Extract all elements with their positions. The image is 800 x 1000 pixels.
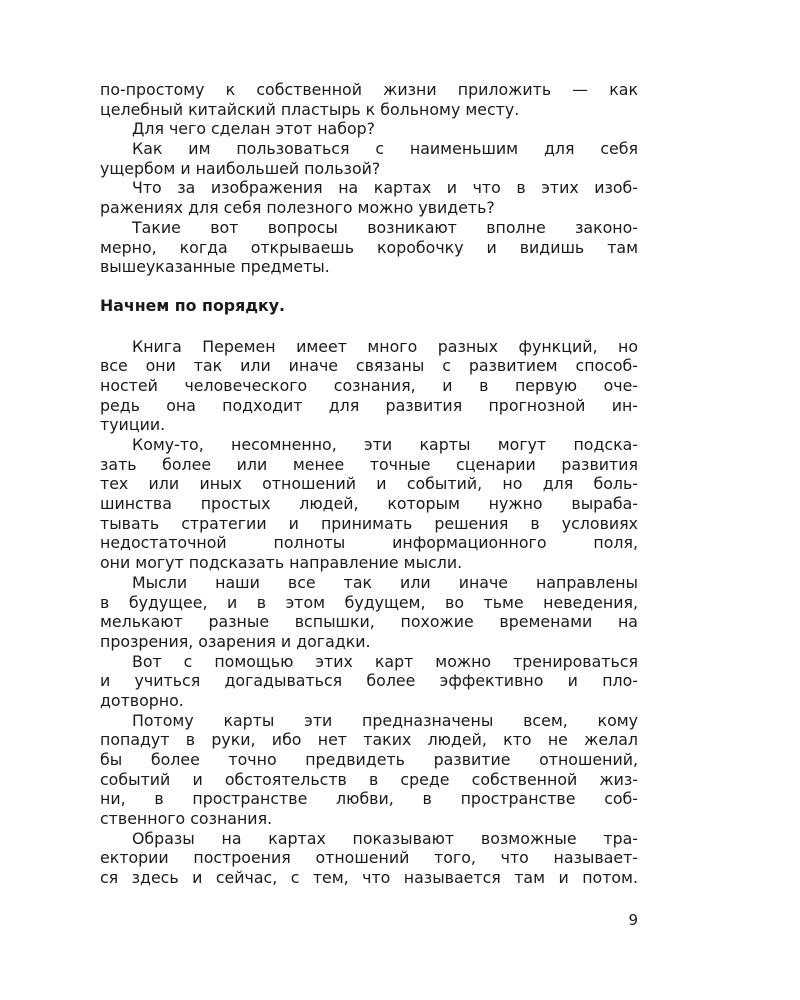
text-line: ся здесь и сейчас, с тем, что называется там и потом.	[100, 868, 638, 888]
page-text	[100, 80, 638, 888]
text-line: в будущее, и в этом будущем, во тьме неведения,	[100, 592, 638, 612]
text-line: дотворно.	[100, 690, 184, 710]
text-line: мерно, когда открываешь коробочку и видишь там	[100, 237, 638, 257]
text-line: шинства простых людей, которым нужно выраба-	[100, 494, 638, 514]
text-line: и учиться догадываться более эффективно и пло-	[100, 671, 638, 691]
text-line: Книга Перемен имеет много разных функций, но	[132, 336, 638, 356]
page-number: 9	[628, 911, 638, 929]
text-line: Образы на картах показывают возможные тра-	[132, 828, 638, 848]
text-line: Потому карты эти предназначены всем, кому	[132, 710, 638, 730]
text-line: Такие вот вопросы возникают вполне законо-	[132, 217, 638, 237]
text-line: мелькают разные вспышки, похожие временами на	[100, 612, 638, 632]
text-line: все они так или иначе связаны с развитием способ-	[100, 356, 638, 376]
text-line: ственного сознания.	[100, 809, 273, 829]
text-line: ражениях для себя полезного можно увидеть?	[100, 198, 495, 218]
text-line: вышеуказанные предметы.	[100, 257, 330, 277]
text-line: Вот с помощью этих карт можно тренироваться	[132, 651, 638, 671]
text-line: по-простому к собственной жизни приложить — как	[100, 80, 638, 99]
text-line: событий и обстоятельств в среде собственной жиз-	[100, 769, 638, 789]
body-block	[100, 337, 638, 888]
section-heading: Начнем по порядку.	[100, 295, 286, 315]
text-line: редь она подходит для развития прогнозной ин-	[100, 395, 638, 415]
text-line: зать более или менее точные сценарии развития	[100, 454, 638, 474]
text-line: целебный китайский пластырь к больному месту.	[100, 99, 520, 119]
text-line: туиции.	[100, 415, 166, 435]
text-line: ущербом и наибольшей пользой?	[100, 158, 381, 178]
text-line: ни, в пространстве любви, в пространстве соб-	[100, 789, 638, 809]
intro-block	[100, 80, 638, 277]
text-line: ностей человеческого сознания, и в первую оче-	[100, 375, 638, 395]
text-line: прозрения, озарения и догадки.	[100, 631, 371, 651]
text-line: ектории построения отношений того, что называет-	[100, 848, 638, 868]
text-line: тех или иных отношений и событий, но для боль-	[100, 474, 638, 494]
text-line: тывать стратегии и принимать решения в условиях	[100, 513, 638, 533]
text-line: Как им пользоваться с наименьшим для себя	[132, 139, 638, 159]
text-line: бы более точно предвидеть развитие отношений,	[100, 750, 638, 769]
text-line: Что за изображения на картах и что в этих изоб-	[132, 178, 638, 198]
text-line: недостаточной полноты информационного поля,	[100, 533, 638, 553]
text-line: Кому-то, несомненно, эти карты могут подска-	[132, 435, 638, 454]
text-line: Мысли наши все так или иначе направлены	[132, 572, 638, 592]
text-line: Для чего сделан этот набор?	[132, 119, 376, 139]
text-line: попадут в руки, ибо нет таких людей, кто не желал	[100, 730, 638, 750]
text-line: они могут подсказать направление мысли.	[100, 553, 463, 573]
